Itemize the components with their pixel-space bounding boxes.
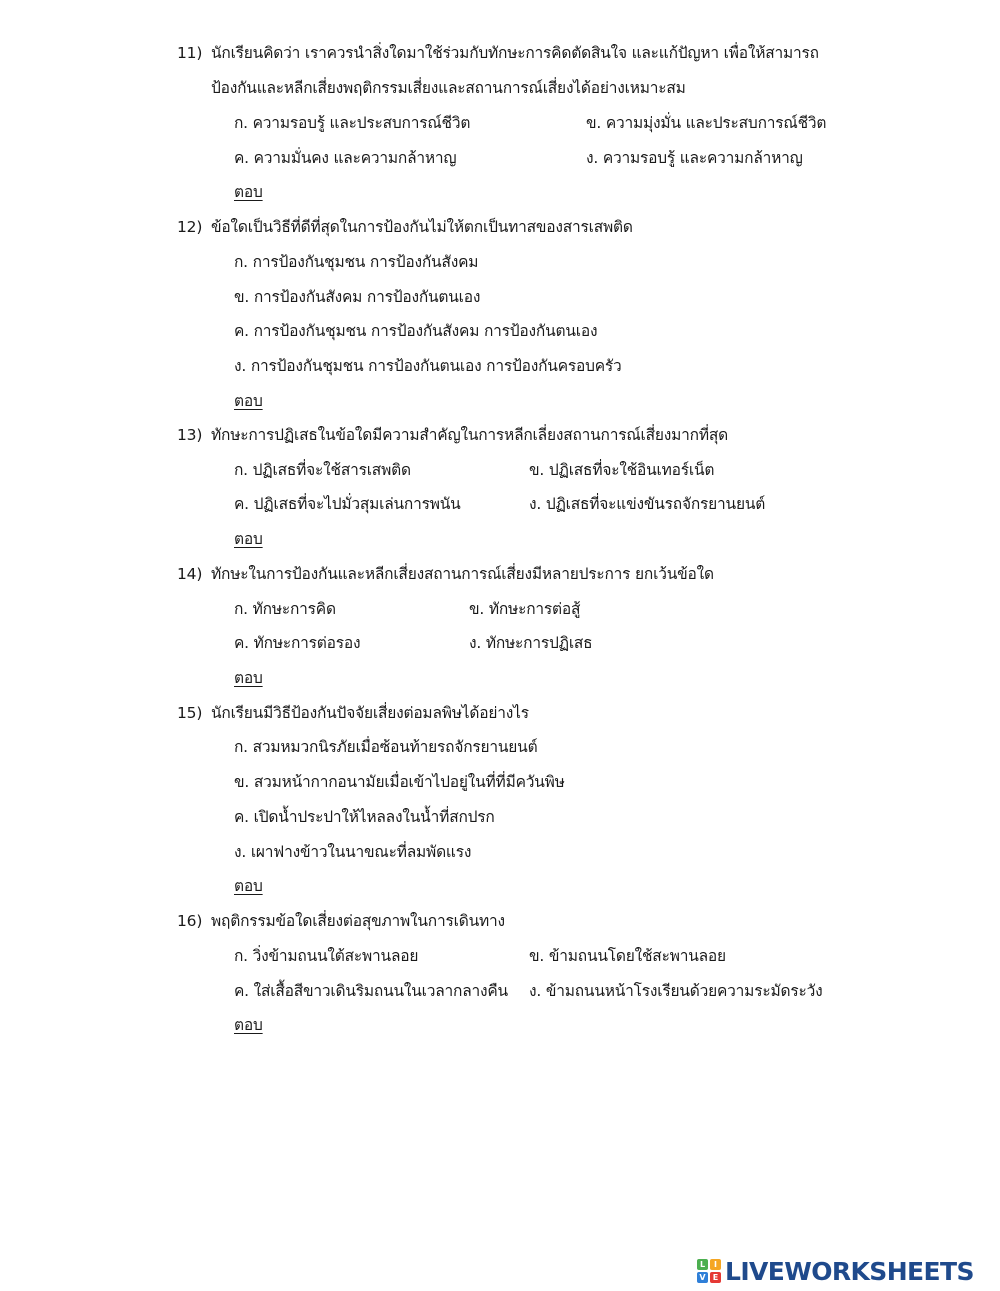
logo-text: LIVEWORKSHEETS xyxy=(725,1256,974,1286)
question-number: 16) xyxy=(177,912,203,930)
option-b: ข. ปฏิเสธที่จะใช้อินเทอร์เน็ต xyxy=(529,461,715,479)
option-c: ค. เปิดน้ำประปาให้ไหลลงในน้ำที่สกปรก xyxy=(234,808,495,826)
question-text: ทักษะการปฏิเสธในข้อใดมีความสำคัญในการหลีกเลี่ยงสถานการณ์เสี่ยงมากที่สุด xyxy=(211,426,728,444)
question-text: นักเรียนมีวิธีป้องกันปัจจัยเสี่ยงต่อมลพิษได้อย่างไร xyxy=(211,704,529,722)
question-number: 12) xyxy=(177,218,203,236)
option-a: ก. ปฏิเสธที่จะใช้สารเสพติด xyxy=(234,461,411,479)
option-c: ค. การป้องกันชุมชน การป้องกันสังคม การป้องกันตนเอง xyxy=(234,322,598,340)
option-a: ก. วิ่งข้ามถนนใต้สะพานลอย xyxy=(234,947,419,965)
liveworksheets-logo xyxy=(697,1257,974,1285)
question-number: 11) xyxy=(177,44,203,62)
option-c: ค. ความมั่นคง และความกล้าหาญ xyxy=(234,149,457,167)
option-d: ง. ความรอบรู้ และความกล้าหาญ xyxy=(586,149,803,167)
option-a: ก. ความรอบรู้ และประสบการณ์ชีวิต xyxy=(234,114,471,132)
answer-field[interactable]: ตอบ xyxy=(234,392,263,410)
answer-field[interactable]: ตอบ xyxy=(234,530,263,548)
question-text: นักเรียนคิดว่า เราควรนำสิ่งใดมาใช้ร่วมกับทักษะการคิดตัดสินใจ และแก้ปัญหา เพื่อให้สามารถ xyxy=(211,44,819,62)
option-a: ก. สวมหมวกนิรภัยเมื่อซ้อนท้ายรถจักรยานยนต์ xyxy=(234,738,538,756)
option-b: ข. ข้ามถนนโดยใช้สะพานลอย xyxy=(529,947,726,965)
answer-field[interactable]: ตอบ xyxy=(234,877,263,895)
question-number: 15) xyxy=(177,704,203,722)
question-text: ข้อใดเป็นวิธีที่ดีที่สุดในการป้องกันไม่ให้ตกเป็นทาสของสารเสพติด xyxy=(211,218,633,236)
option-d: ง. ปฏิเสธที่จะแข่งขันรถจักรยานยนต์ xyxy=(529,495,766,513)
option-b: ข. สวมหน้ากากอนามัยเมื่อเข้าไปอยู่ในที่ที่มีควันพิษ xyxy=(234,773,565,791)
option-d: ง. ข้ามถนนหน้าโรงเรียนด้วยความระมัดระวัง xyxy=(529,982,823,1000)
option-b: ข. ความมุ่งมั่น และประสบการณ์ชีวิต xyxy=(586,114,827,132)
option-d: ง. การป้องกันชุมชน การป้องกันตนเอง การป้องกันครอบครัว xyxy=(234,357,622,375)
option-a: ก. การป้องกันชุมชน การป้องกันสังคม xyxy=(234,253,479,271)
question-number: 14) xyxy=(177,565,203,583)
option-b: ข. การป้องกันสังคม การป้องกันตนเอง xyxy=(234,288,481,306)
logo-block-l: L xyxy=(697,1259,708,1270)
answer-field[interactable]: ตอบ xyxy=(234,669,263,687)
answer-field[interactable]: ตอบ xyxy=(234,183,263,201)
question-text: ทักษะในการป้องกันและหลีกเสี่ยงสถานการณ์เสี่ยงมีหลายประการ ยกเว้นข้อใด xyxy=(211,565,714,583)
logo-block-v: V xyxy=(697,1272,708,1283)
option-a: ก. ทักษะการคิด xyxy=(234,600,336,618)
logo-block-i: I xyxy=(710,1259,721,1270)
option-c: ค. ทักษะการต่อรอง xyxy=(234,634,361,652)
logo-block-e: E xyxy=(710,1272,721,1283)
option-c: ค. ใส่เสื้อสีขาวเดินริมถนนในเวลากลางคืน xyxy=(234,982,508,1000)
live-blocks-icon xyxy=(697,1259,721,1283)
answer-field[interactable]: ตอบ xyxy=(234,1016,263,1034)
question-number: 13) xyxy=(177,426,203,444)
option-b: ข. ทักษะการต่อสู้ xyxy=(469,600,581,618)
option-c: ค. ปฏิเสธที่จะไปมั่วสุมเล่นการพนัน xyxy=(234,495,461,513)
question-text-continued: ป้องกันและหลีกเสี่ยงพฤติกรรมเสี่ยงและสถานการณ์เสี่ยงได้อย่างเหมาะสม xyxy=(211,79,686,97)
option-d: ง. ทักษะการปฏิเสธ xyxy=(469,634,593,652)
question-text: พฤติกรรมข้อใดเสี่ยงต่อสุขภาพในการเดินทาง xyxy=(211,912,505,930)
option-d: ง. เผาฟางข้าวในนาขณะที่ลมพัดแรง xyxy=(234,843,472,861)
